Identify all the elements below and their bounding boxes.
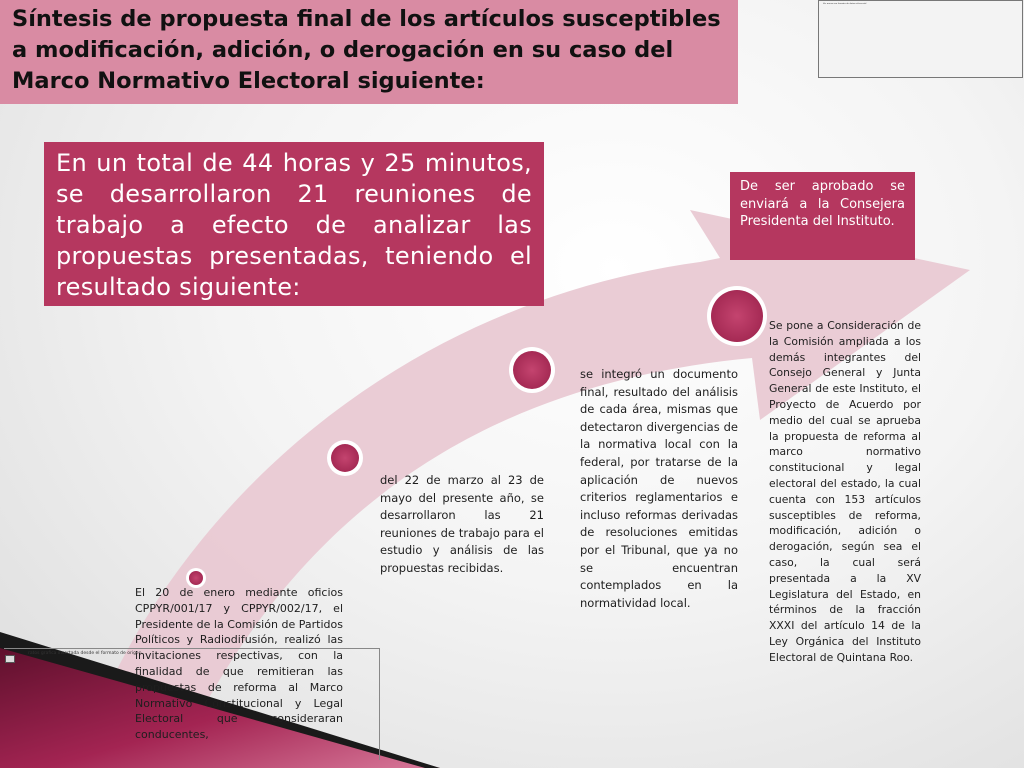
timeline-dot-2 xyxy=(327,440,363,476)
embedded-chart-frame xyxy=(4,648,380,760)
embedded-object-label: Ver anexo con formato de datos referencial xyxy=(823,3,867,5)
timeline-dot-4 xyxy=(707,286,767,346)
timeline-step-2-text: del 22 de marzo al 23 de mayo del presente año, se desarrollaron las 21 reuniones de trabajo para el estudio y análisis de las propuestas recibidas. xyxy=(380,473,544,575)
intro-box xyxy=(44,142,544,306)
timeline-step-3-text: se integró un documento final, resultado del análisis de cada área, mismas que detectaron divergencias de la normativa local con la federal, por tratarse de la aplicación de nuevos criterios reglamentarios e incluso reformas derivadas de resoluciones emitidas por el Tribunal, que ya no se encuentran contemplados en la normatividad local. xyxy=(580,367,738,610)
intro-text: En un total de 44 horas y 25 minutos, se desarrollaron 21 reuniones de trabajo a efecto de analizar las propuestas presentadas, teniendo el resultado siguiente: xyxy=(56,149,532,301)
embedded-object-icon xyxy=(5,655,15,663)
embedded-chart-label: ratos grafica insertada desde el formato de origen xyxy=(28,651,142,656)
note-text: De ser aprobado se enviará a la Consejera Presidenta del Instituto. xyxy=(740,179,905,229)
timeline-step-4-text: Se pone a Consideración de la Comisión ampliada a los demás integrantes del Consejo General y Junta General de este Instituto, el Proyecto de Acuerdo por medio del cual se aprueba la propuesta de reforma al marco normativo constitucional y legal electoral del estado, la cual cuenta con 153 artículos susceptibles de reforma, modificación, adición o derogación, según sea el caso, la cual será presentada a la XV Legislatura del Estado, en términos de la fracción XXXI del artículo 14 de la Ley Orgánica del Instituto Electoral de Quintana Roo. xyxy=(769,319,921,664)
title-banner xyxy=(0,0,738,104)
timeline-step-1-text: El 20 de enero mediante oficios CPPYR/001/17 y CPPYR/002/17, el Presidente de la Comisión de Partidos Políticos y Radiodifusión, realizó las invitaciones respectivas, con la finalidad de que remitieran las propuestas de reforma al Marco Normativo Constitucional y Legal Electoral que consideraran conducentes, xyxy=(135,586,343,742)
embedded-object-frame xyxy=(818,0,1023,78)
note-box xyxy=(730,172,915,260)
timeline-dot-3 xyxy=(509,347,555,393)
page-title: Síntesis de propuesta final de los artículos susceptibles a modificación, adición, o derogación en su caso del Marco Normativo Electoral siguiente: xyxy=(12,6,721,94)
